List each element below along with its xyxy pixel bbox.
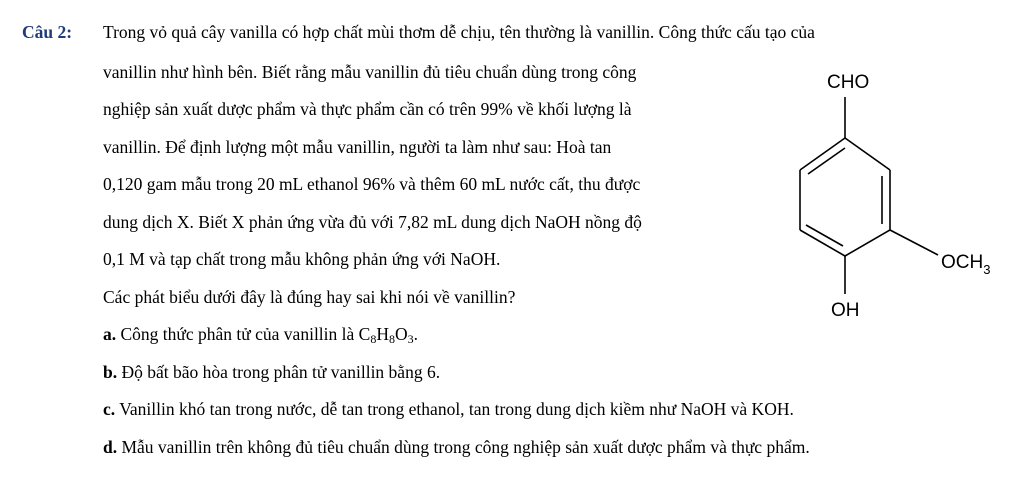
och3-main: OCH xyxy=(941,252,984,273)
question-number: Câu 2: xyxy=(22,22,73,42)
cho-label: CHO xyxy=(827,72,870,93)
formula-sub-c: 8 xyxy=(370,332,377,346)
bond-och3 xyxy=(890,230,938,255)
question-line-3: nghiệp sản xuất dược phẩm và thực phẩm cần có trên 99% về khối lượng là xyxy=(103,99,632,119)
benzene-ring xyxy=(800,97,938,294)
question-line-4: vanillin. Để định lượng một mẫu vanillin, người ta làm như sau: Hoà tan xyxy=(103,137,612,157)
statement-c-text: Vanillin khó tan trong nước, dễ tan trong ethanol, tan trong dung dịch kiềm như NaOH và KOH. xyxy=(119,399,794,419)
ring-bond-3 xyxy=(845,230,890,256)
question-line-6: dung dịch X. Biết X phản ứng vừa đủ với 7,82 mL dung dịch NaOH nồng độ xyxy=(103,212,642,232)
question-line-5: 0,120 gam mẫu trong 20 mL ethanol 96% và thêm 60 mL nước cất, thu được xyxy=(103,174,641,194)
question-line-8: Các phát biểu dưới đây là đúng hay sai khi nói về vanillin? xyxy=(103,287,516,307)
statement-a-end: . xyxy=(413,324,418,344)
vanillin-structure xyxy=(790,60,1020,340)
ring-bond-1 xyxy=(845,138,890,170)
oh-label: OH xyxy=(831,300,860,321)
question-line-1: Trong vỏ quả cây vanilla có hợp chất mùi thơm dễ chịu, tên thường là vanillin. Công thức cấu tạo của xyxy=(103,22,815,42)
statement-c xyxy=(103,401,794,419)
question-line-7: 0,1 M và tạp chất trong mẫu không phản ứng với NaOH. xyxy=(103,249,501,269)
statement-a xyxy=(103,326,418,345)
formula-o: O xyxy=(394,324,408,344)
statement-b xyxy=(103,364,440,382)
formula-sub-h: 8 xyxy=(388,332,395,346)
statement-a-text: Công thức phân tử của vanillin là C xyxy=(120,324,371,344)
och3-label xyxy=(941,252,990,277)
ring-double-2 xyxy=(806,225,843,246)
statement-a-label: a. xyxy=(103,324,117,344)
statement-c-label: c. xyxy=(103,399,116,419)
statement-b-text: Độ bất bão hòa trong phân tử vanillin bằng 6. xyxy=(121,362,441,382)
och3-sub: 3 xyxy=(983,262,991,277)
ring-bond-6 xyxy=(800,138,845,170)
formula-h: H xyxy=(376,324,389,344)
question-line-2: vanillin như hình bên. Biết rằng mẫu vanillin đủ tiêu chuẩn dùng trong công xyxy=(103,62,637,82)
formula-sub-o: 3 xyxy=(407,332,414,346)
statement-d-text: Mẫu vanillin trên không đủ tiêu chuẩn dùng trong công nghiệp sản xuất dược phẩm và thực phẩm. xyxy=(121,437,810,457)
statement-d xyxy=(103,439,810,457)
statement-b-label: b. xyxy=(103,362,118,382)
statement-d-label: d. xyxy=(103,437,118,457)
